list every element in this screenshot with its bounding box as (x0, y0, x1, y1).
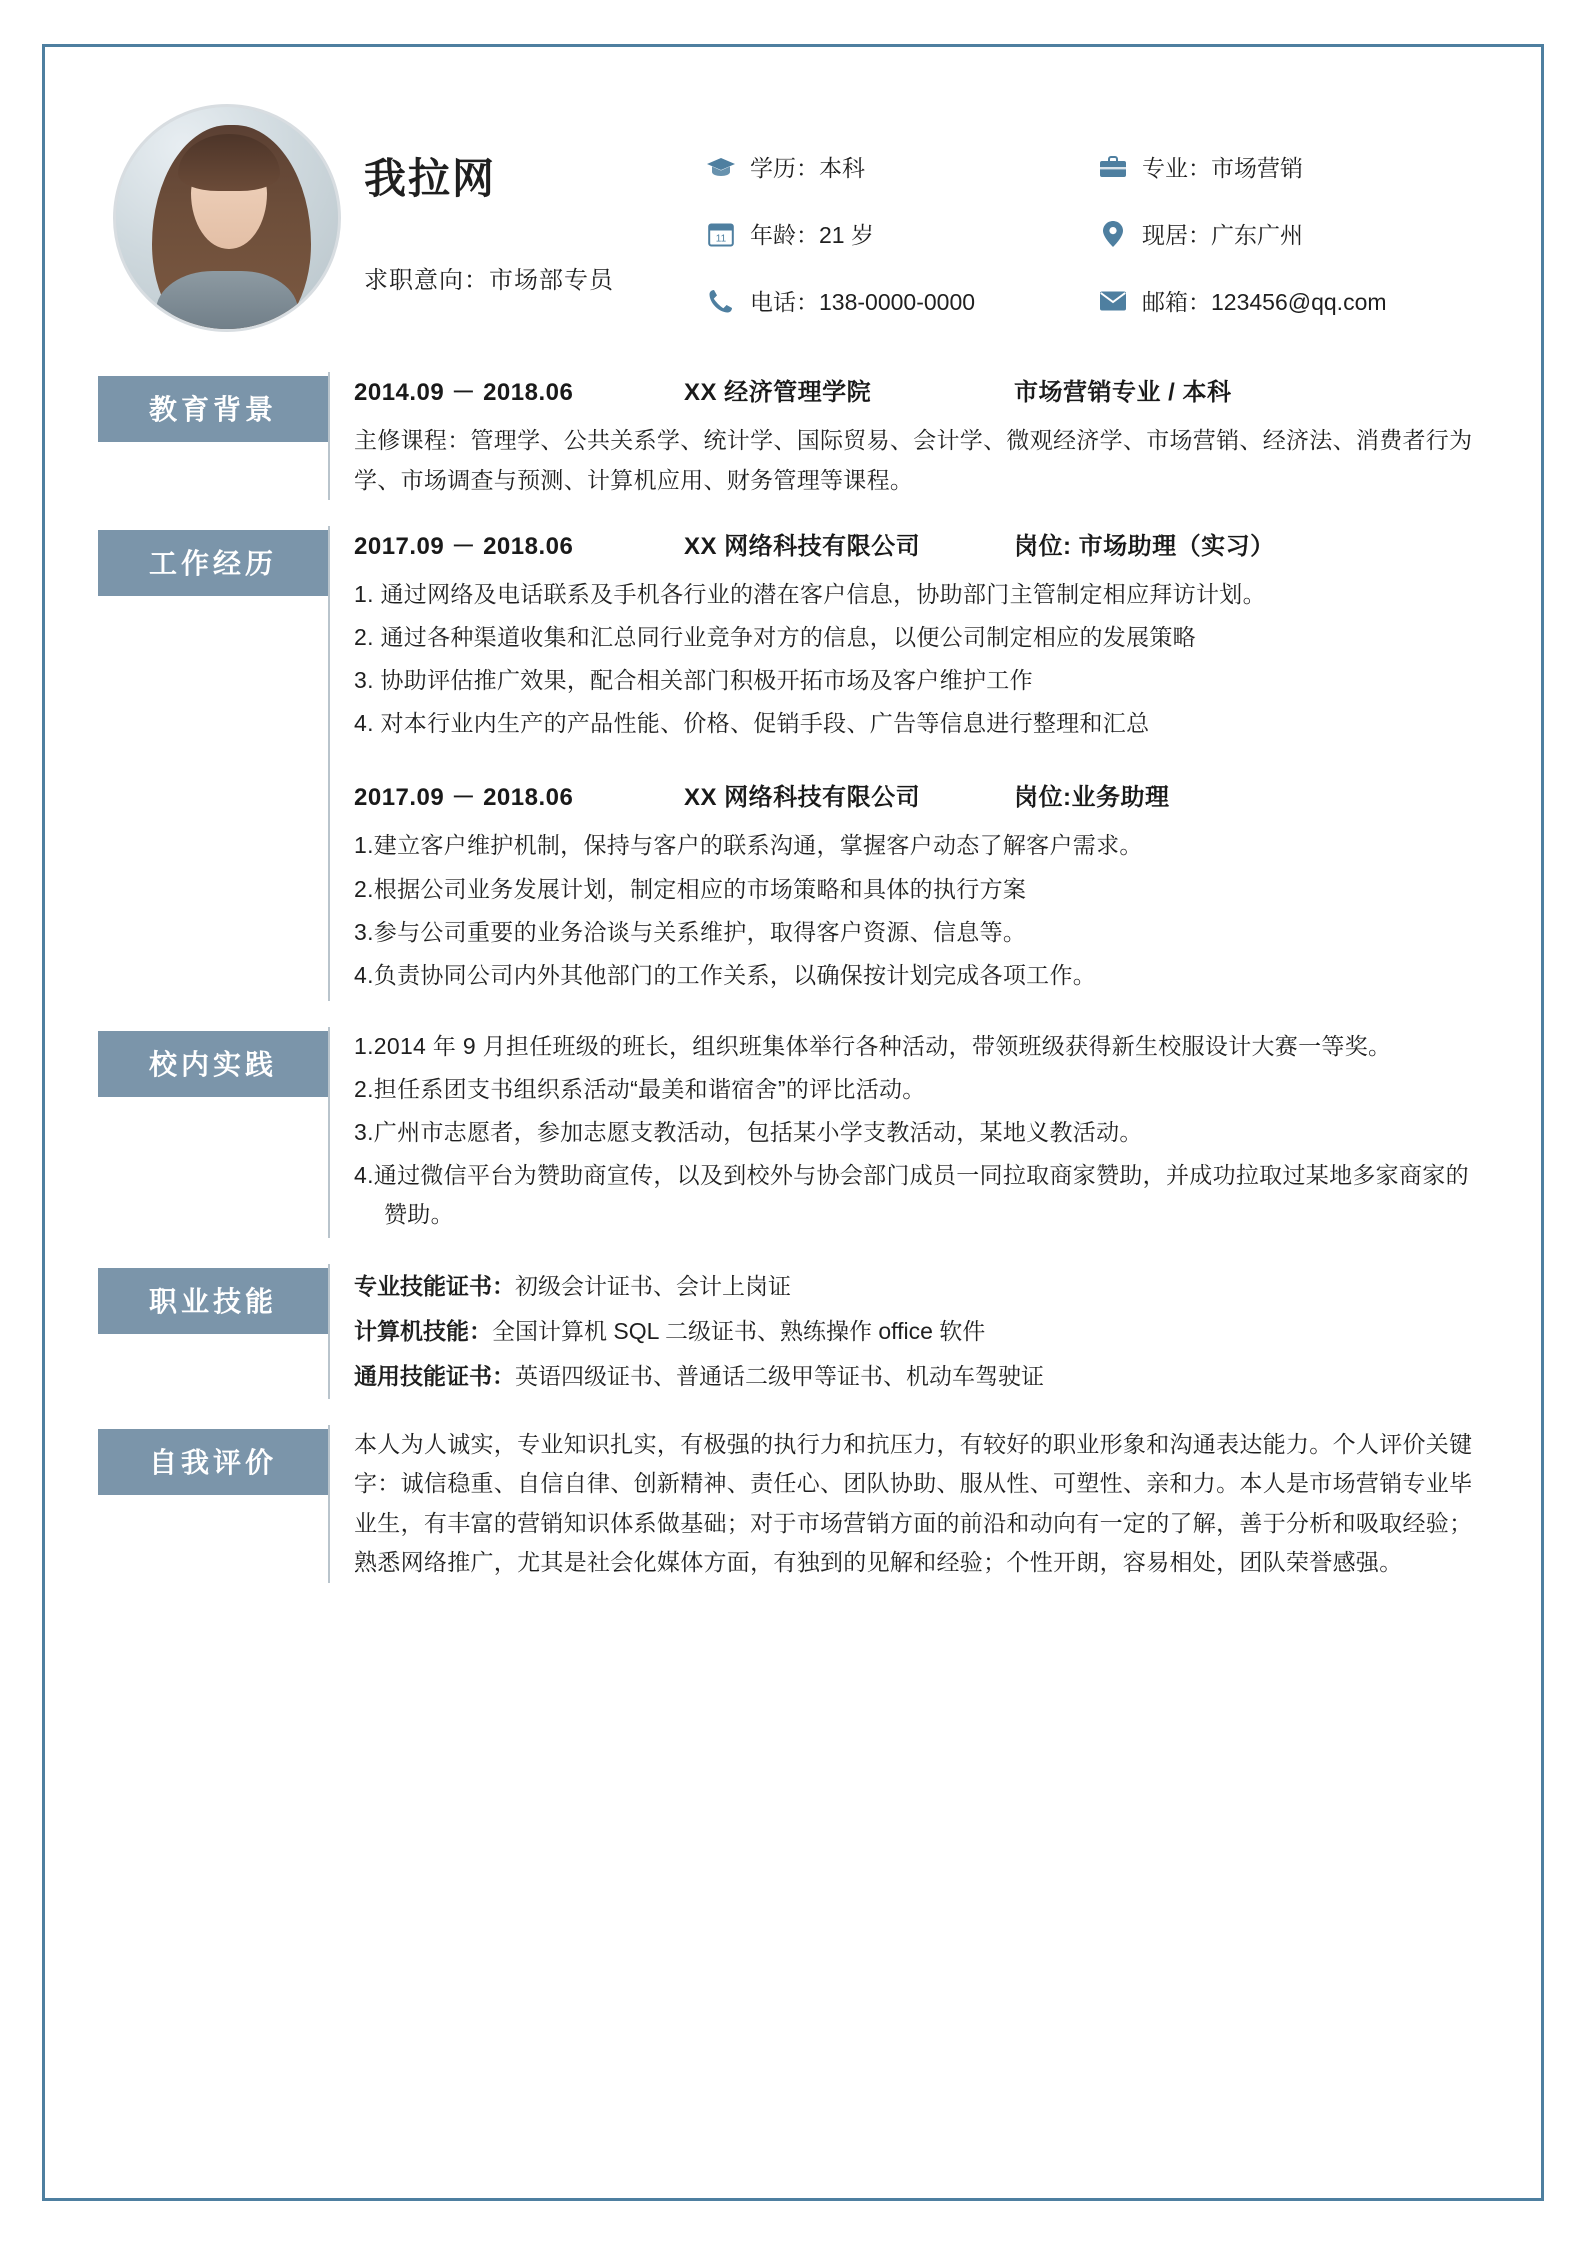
skill-item (354, 1354, 1488, 1399)
resume-content (46, 44, 1540, 1583)
work-item (354, 777, 1488, 994)
section-skills-tag: 职业技能 (98, 1268, 328, 1334)
name-block (346, 104, 694, 295)
work-duty: 2.根据公司业务发展计划，制定相应的市场策略和具体的执行方案 (354, 875, 1027, 902)
contact-email (1096, 284, 1488, 317)
skill-item (354, 1309, 1488, 1354)
section-work-tag-col (98, 526, 328, 596)
education-date: 2014.09 － 2018.06 (354, 379, 574, 406)
work-item (354, 526, 1488, 743)
section-skills-tag-col (98, 1264, 328, 1334)
resume-header (98, 78, 1488, 346)
avatar-container (108, 104, 346, 332)
envelope-icon (1096, 286, 1130, 316)
work-position: 岗位: 市场助理（实习） (1014, 533, 1275, 561)
campus-item: 1.2014 年 9 月担任班级的班长，组织班集体举行各种活动，带领班级获得新生校服设计大赛一等奖。 (354, 1032, 1392, 1059)
contact-age (704, 217, 1096, 250)
section-work-body (328, 526, 1488, 1001)
graduation-cap-icon (704, 152, 738, 182)
contact-location (1096, 217, 1488, 250)
work-duty: 3.参与公司重要的业务洽谈与关系维护，取得客户资源、信息等。 (354, 918, 1027, 945)
section-skills-body (328, 1264, 1488, 1399)
section-skills (98, 1264, 1488, 1399)
contact-education (704, 150, 1096, 183)
location-pin-icon (1096, 219, 1130, 249)
section-self-evaluation-tag: 自我评价 (98, 1429, 328, 1495)
campus-item: 3.广州市志愿者，参加志愿支教活动，包括某小学支教活动，某地义教活动。 (354, 1119, 1143, 1146)
section-campus-body (328, 1027, 1488, 1238)
section-education (98, 372, 1488, 500)
section-self-evaluation-tag-col (98, 1425, 328, 1495)
work-duty: 4. 对本行业内生产的产品性能、价格、促销手段、广告等信息进行整理和汇总 (354, 710, 1150, 737)
svg-text:11: 11 (715, 233, 727, 244)
contact-email-text: 邮箱：123456@qq.com (1142, 289, 1387, 315)
skill-label: 专业技能证书： (354, 1273, 515, 1300)
contact-age-text: 年龄：21 岁 (750, 222, 874, 248)
contact-phone-text: 电话：138-0000-0000 (750, 289, 976, 315)
briefcase-icon (1096, 152, 1130, 182)
section-self-evaluation (98, 1425, 1488, 1583)
section-campus (98, 1027, 1488, 1238)
section-self-evaluation-body (328, 1425, 1488, 1583)
work-date: 2017.09 － 2018.06 (354, 533, 574, 561)
education-courses: 主修课程：管理学、公共关系学、统计学、国际贸易、会计学、微观经济学、市场营销、经济法、消费者行为学、市场调查与预测、计算机应用、财务管理等课程。 (354, 427, 1473, 493)
section-work-tag: 工作经历 (98, 530, 328, 596)
contact-major-text: 专业：市场营销 (1142, 155, 1303, 181)
skill-item (354, 1264, 1488, 1309)
work-duty: 4.负责协同公司内外其他部门的工作关系，以确保按计划完成各项工作。 (354, 961, 1097, 988)
candidate-name: 我拉网 (364, 155, 497, 202)
skill-value: 全国计算机 SQL 二级证书、熟练操作 office 软件 (492, 1318, 986, 1345)
work-row-title (354, 777, 1488, 812)
work-duty: 3. 协助评估推广效果，配合相关部门积极开拓市场及客户维护工作 (354, 667, 1033, 694)
work-position: 岗位:业务助理 (1014, 784, 1170, 812)
contact-education-text: 学历：本科 (750, 155, 865, 181)
education-row-title (354, 372, 1488, 407)
phone-icon (704, 286, 738, 316)
education-school: XX 经济管理学院 (684, 379, 872, 406)
work-row-title (354, 526, 1488, 561)
section-campus-tag-col (98, 1027, 328, 1097)
skill-label: 计算机技能： (354, 1318, 492, 1345)
education-major: 市场营销专业 / 本科 (1014, 379, 1232, 406)
photo-shoulders (156, 271, 298, 332)
section-campus-tag: 校内实践 (98, 1031, 328, 1097)
work-duty: 2. 通过各种渠道收集和汇总同行业竞争对方的信息，以便公司制定相应的发展策略 (354, 624, 1196, 651)
contact-grid (694, 104, 1488, 317)
self-evaluation-text: 本人为人诚实，专业知识扎实，有极强的执行力和抗压力，有较好的职业形象和沟通表达能力。个人评价关键字：诚信稳重、自信自律、创新精神、责任心、团队协助、服从性、可塑性、亲和力。本人是市场营销专业毕业生，有丰富的营销知识体系做基础；对于市场营销方面的前沿和动向有一定的了解，善于分析和吸取经验； 熟悉网络推广，尤其是社会化媒体方面，有独到的见解和经验；个性开朗，容易相处，团队荣誉感强。 (354, 1430, 1473, 1576)
skill-value: 英语四级证书、普通话二级甲等证书、机动车驾驶证 (515, 1363, 1044, 1389)
calendar-icon (704, 219, 738, 249)
job-intent: 求职意向：市场部专员 (364, 267, 614, 294)
campus-item: 4.通过微信平台为赞助商宣传，以及到校外与协会部门成员一同拉取商家赞助，并成功拉取过某地多家商家的赞助。 (354, 1162, 1469, 1228)
work-date: 2017.09 － 2018.06 (354, 784, 574, 812)
contact-location-text: 现居：广东广州 (1142, 222, 1303, 248)
avatar (113, 104, 341, 332)
section-education-tag: 教育背景 (98, 376, 328, 442)
campus-item: 2.担任系团支书组织系活动“最美和谐宿舍”的评比活动。 (354, 1075, 926, 1102)
work-company: XX 网络科技有限公司 (684, 533, 921, 561)
skill-label: 通用技能证书： (354, 1363, 515, 1389)
contact-phone (704, 284, 1096, 317)
section-education-tag-col (98, 372, 328, 442)
section-education-body (328, 372, 1488, 500)
section-work (98, 526, 1488, 1001)
contact-major (1096, 150, 1488, 183)
work-duty: 1. 通过网络及电话联系及手机各行业的潜在客户信息，协助部门主管制定相应拜访计划。 (354, 581, 1266, 608)
skill-value: 初级会计证书、会计上岗证 (515, 1273, 791, 1300)
work-duty: 1.建立客户维护机制，保持与客户的联系沟通，掌握客户动态了解客户需求。 (354, 832, 1143, 859)
work-company: XX 网络科技有限公司 (684, 784, 921, 812)
